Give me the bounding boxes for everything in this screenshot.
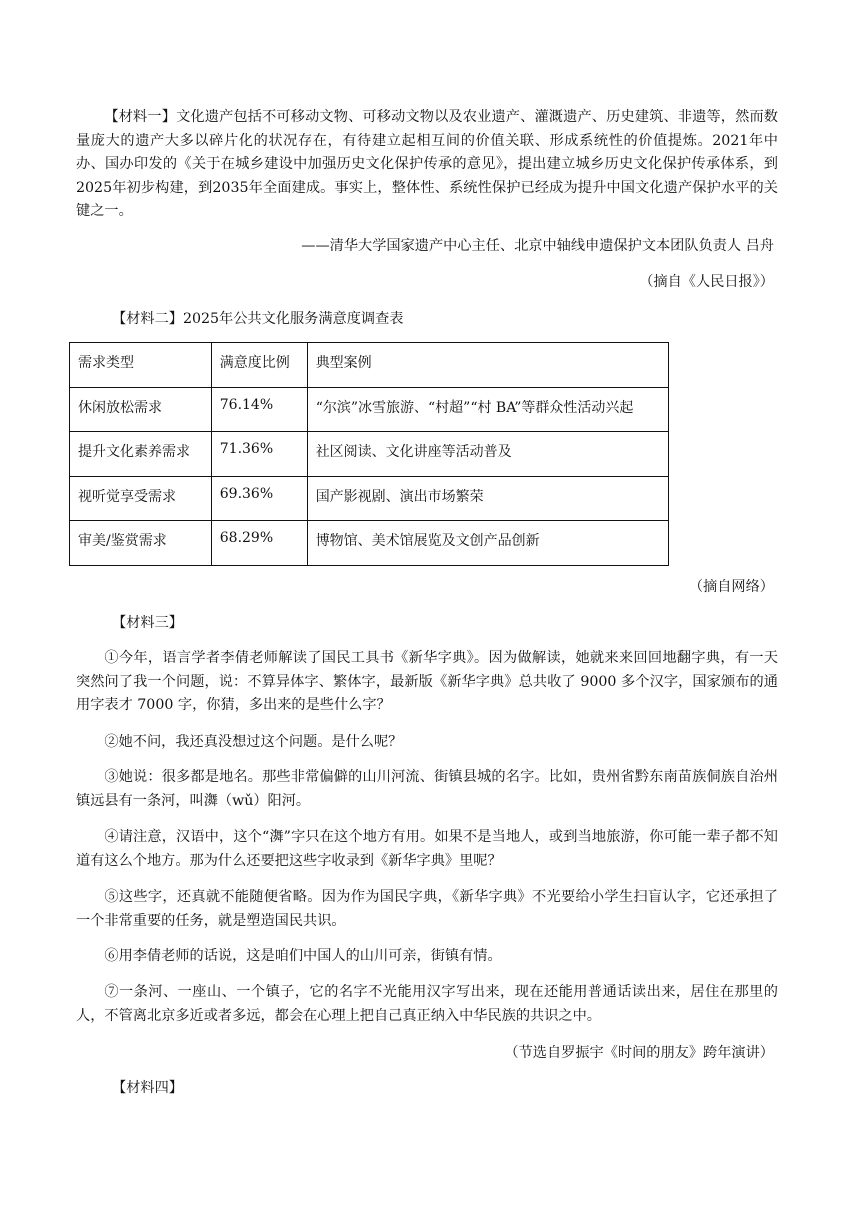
material-1-text: 文化遗产包括不可移动文物、可移动文物以及农业遗产、灌溉遗产、历史建筑、非遗等，然而数量庞大的遗产大多以碎片化的状况存在，有待建立起相互间的价值关联、形成系统性的价值提炼。2021年中办、国办印发的《关于在城乡建设中加强历史文化保护传承的意见》，提出建立城乡历史文化保护传承体系，到2025年初步构建，到2035年全面建成。事实上，整体性、系统性保护已经成为提升中国文化遗产保护水平的关键之一。: [76, 109, 778, 219]
table-cell-ratio: 76.14%: [211, 387, 307, 432]
table-row: [70, 476, 669, 521]
material-1-attribution: ——清华大学国家遗产中心主任、北京中轴线申遗保护文本团队负责人 吕舟: [301, 238, 774, 254]
material-2-source: （摘自网络）: [688, 579, 774, 595]
table-header-cell: 典型案例: [307, 343, 668, 388]
table-cell-example: 社区阅读、文化讲座等活动普及: [307, 432, 668, 477]
table-header-cell: 需求类型: [70, 343, 212, 388]
material-3-paragraph-5: ⑤这些字，还真就不能随便省略。因为作为国民字典，《新华字典》不光要给小学生扫盲认字，它还承担了一个非常重要的任务，就是塑造国民共识。: [76, 889, 778, 929]
table-cell-type: 审美/鉴赏需求: [70, 521, 212, 566]
table-header-row: [70, 343, 669, 388]
material-1-paragraph: [76, 106, 778, 224]
material-2-title: 2025年公共文化服务满意度调查表: [182, 311, 404, 327]
material-4-label: 【材料四】: [112, 1080, 183, 1096]
table-cell-type: 休闲放松需求: [70, 387, 212, 432]
table-cell-ratio: 69.36%: [211, 476, 307, 521]
material-3-source: （节选自罗振宇《时间的朋友》跨年演讲）: [504, 1045, 774, 1061]
table-cell-example: 博物馆、美术馆展览及文创产品创新: [307, 521, 668, 566]
material-1-label: 【材料一】: [104, 109, 177, 125]
table-row: [70, 387, 669, 432]
table-header-cell: 满意度比例: [211, 343, 307, 388]
table-row: [70, 432, 669, 477]
material-2-label: 【材料二】: [112, 311, 183, 327]
table-cell-example: 国产影视剧、演出市场繁荣: [307, 476, 668, 521]
table-row: [70, 521, 669, 566]
material-2-heading: [112, 309, 404, 329]
material-3-paragraph-2: ②她不问，我还真没想过这个问题。是什么呢？: [104, 734, 403, 750]
table-cell-ratio: 71.36%: [211, 432, 307, 477]
material-3-paragraph-6: ⑥用李倩老师的话说，这是咱们中国人的山川可亲，街镇有情。: [104, 948, 502, 964]
table-cell-ratio: 68.29%: [211, 521, 307, 566]
table-cell-type: 视听觉享受需求: [70, 476, 212, 521]
material-3-label: 【材料三】: [112, 615, 183, 631]
material-1-source: （摘自《人民日报》）: [639, 274, 774, 290]
satisfaction-survey-table: [69, 342, 669, 566]
table-cell-example: “尔滨”冰雪旅游、“村超”“村 BA”等群众性活动兴起: [307, 387, 668, 432]
material-3-paragraph-1: ①今年，语言学者李倩老师解读了国民工具书《新华字典》。因为做解读，她就来来回回地翻字典，有一天突然问了我一个问题，说：不算异体字、繁体字，最新版《新华字典》总共收了 9000 多个汉字，国家颁布的通用字表才 7000 字，你猜，多出来的是些什么字？: [76, 650, 778, 713]
material-3-paragraph-4: ④请注意，汉语中，这个“㵲”字只在这个地方有用。如果不是当地人，或到当地旅游，你可能一辈子都不知道有这么个地方。那为什么还要把这些字收录到《新华字典》里呢？: [76, 829, 778, 869]
table-cell-type: 提升文化素养需求: [70, 432, 212, 477]
material-3-paragraph-7: ⑦一条河、一座山、一个镇子，它的名字不光能用汉字写出来，现在还能用普通话读出来，居住在那里的人，不管离北京多近或者多远，都会在心理上把自己真正纳入中华民族的共识之中。: [76, 984, 778, 1024]
material-3-paragraph-3: ③她说：很多都是地名。那些非常偏僻的山川河流、街镇县城的名字。比如，贵州省黔东南苗族侗族自治州镇远县有一条河，叫㵲（wǔ）阳河。: [76, 769, 778, 809]
